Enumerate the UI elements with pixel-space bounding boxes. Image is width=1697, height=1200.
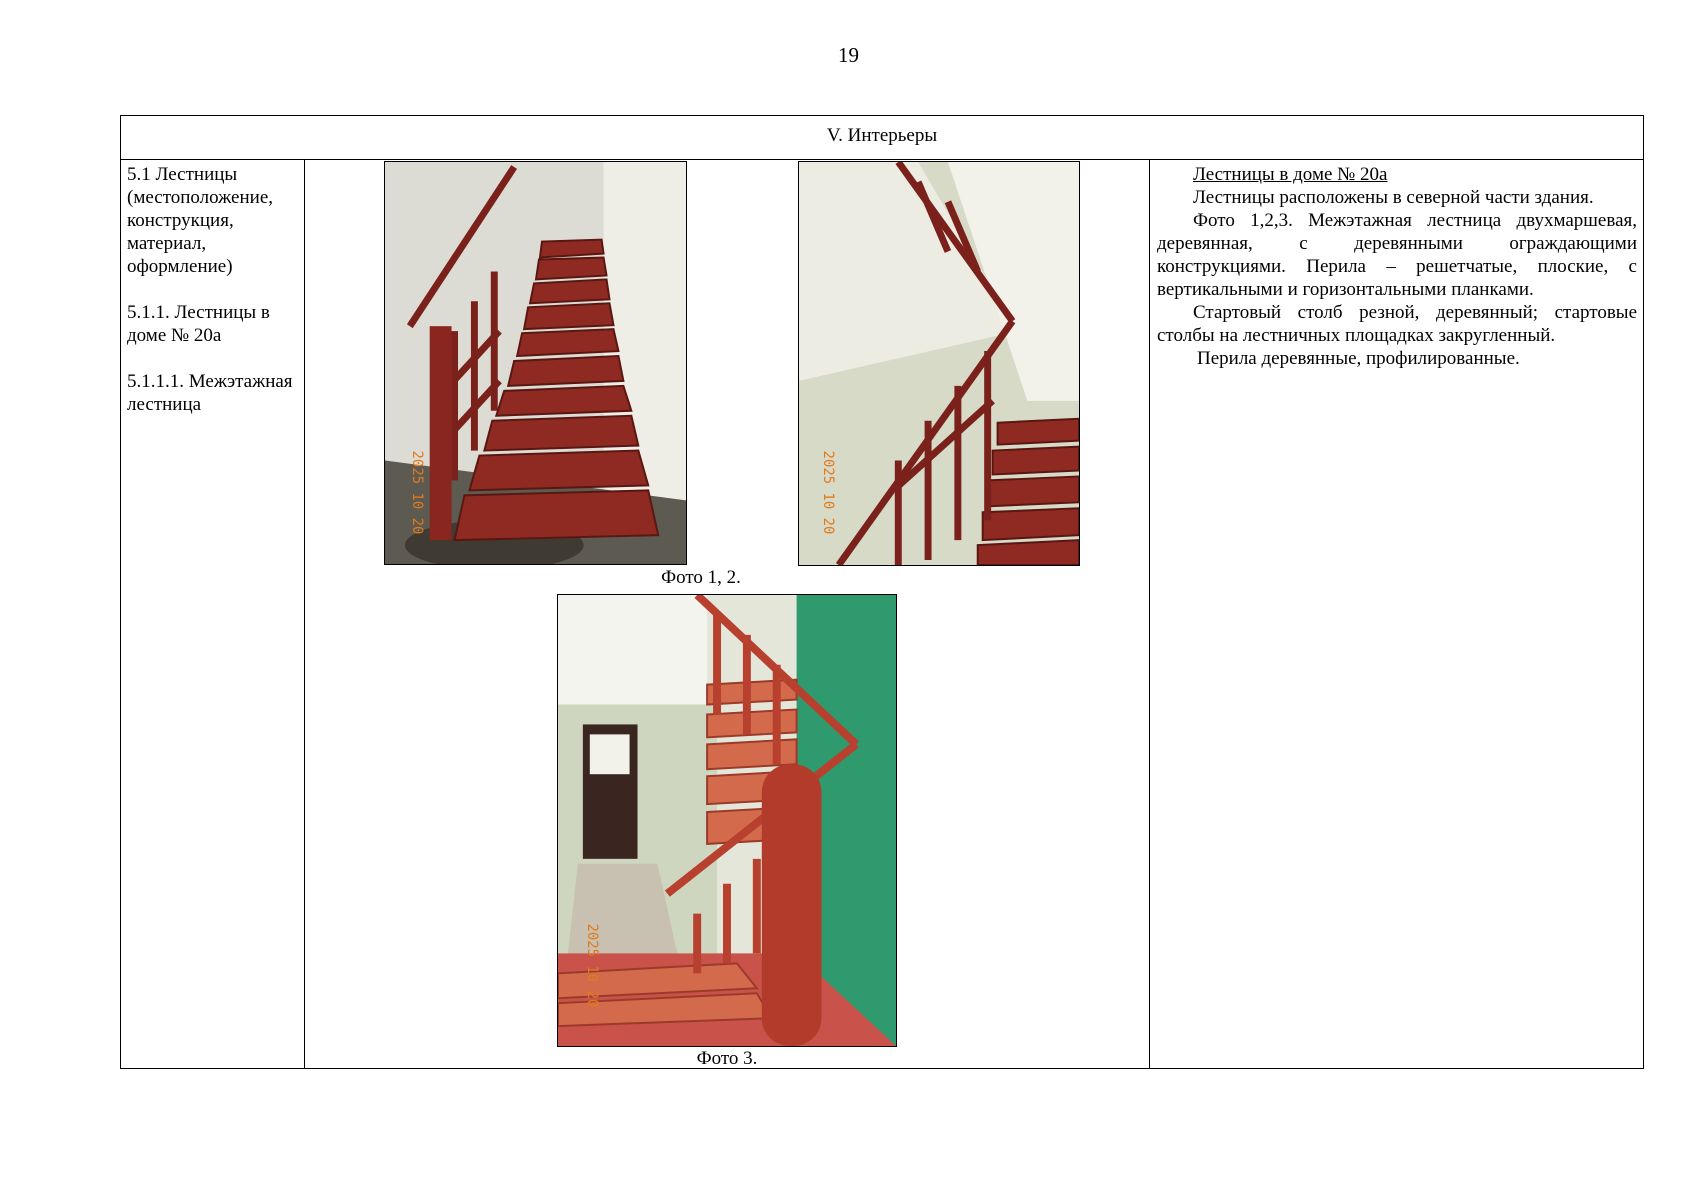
caption-photo-1-2: Фото 1, 2. bbox=[661, 567, 741, 588]
item-interfloor-staircase: 5.1.1.1. Межэтажная лестница bbox=[127, 371, 293, 415]
date-stamp-2: 2025 10 20 bbox=[819, 450, 836, 535]
description bbox=[1157, 163, 1637, 370]
item-list bbox=[127, 163, 302, 439]
description-p2: Фото 1,2,3. Межэтажная лестница двухмаршевая, деревянная, с деревянными ограждающими конструкциями. Перила – решетчатые, плоские, с вертикальными и горизонтальными планками. bbox=[1157, 210, 1637, 300]
date-stamp-1: 2025 10 20 bbox=[408, 450, 425, 535]
section-title: V. Интерьеры bbox=[121, 116, 1643, 160]
photo-2 bbox=[798, 161, 1080, 566]
column-divider-right bbox=[1149, 160, 1150, 1068]
date-stamp-3: 2025 10 20 bbox=[583, 923, 600, 1008]
photo-1 bbox=[384, 161, 687, 565]
item-staircases-house: 5.1.1. Лестницы в доме № 20а bbox=[127, 302, 270, 346]
caption-photo-3: Фото 3. bbox=[696, 1048, 758, 1069]
page-number: 19 bbox=[838, 43, 859, 67]
description-p4: Перила деревянные, профилированные. bbox=[1197, 348, 1520, 369]
photo-3 bbox=[557, 594, 897, 1047]
description-p1: Лестницы расположены в северной части здания. bbox=[1193, 187, 1594, 208]
description-heading: Лестницы в доме № 20а bbox=[1193, 164, 1388, 185]
description-p3: Стартовый столб резной, деревянный; стартовые столбы на лестничных площадках закругленный. bbox=[1157, 302, 1637, 346]
item-staircases: 5.1 Лестницы (местоположение, конструкция, материал, оформление) bbox=[127, 164, 273, 277]
column-divider-left bbox=[304, 160, 305, 1068]
interiors-table bbox=[120, 115, 1644, 1069]
